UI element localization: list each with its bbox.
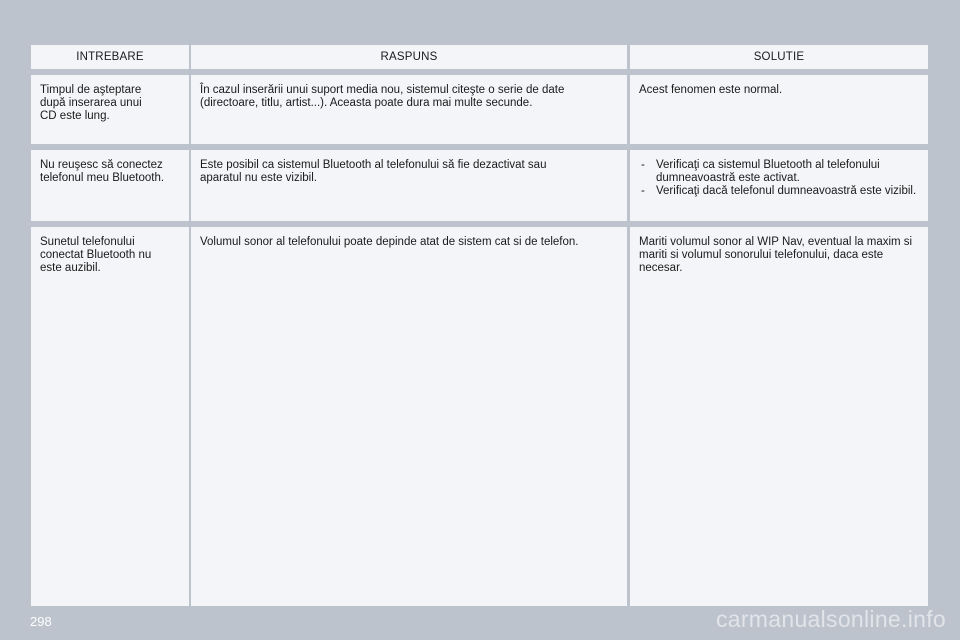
row-3-question: Sunetul telefonului conectat Bluetooth nu este auzibil. bbox=[31, 227, 189, 606]
row-2-question: Nu reuşesc să conectez telefonul meu Bluetooth. bbox=[31, 150, 189, 221]
row-1-solution: Acest fenomen este normal. bbox=[630, 75, 928, 144]
header-answer: RASPUNS bbox=[191, 45, 627, 69]
solution-item: - Verificaţi dacă telefonul dumneavoastră este vizibil. bbox=[639, 185, 919, 198]
header-question: INTREBARE bbox=[31, 45, 189, 69]
row-1-answer: În cazul inserării unui suport media nou, sistemul citeşte o serie de date (directoare, titlu, artist...). Aceasta poate dura mai multe secunde. bbox=[191, 75, 627, 144]
row-2-answer: Este posibil ca sistemul Bluetooth al telefonului să fie dezactivat sau aparatul nu este vizibil. bbox=[191, 150, 627, 221]
row-2-solution bbox=[630, 150, 928, 221]
row-3-solution: Mariti volumul sonor al WIP Nav, eventual la maxim si mariti si volumul sonorului telefonului, daca este necesar. bbox=[630, 227, 928, 606]
watermark: carmanualsonline.info bbox=[715, 606, 946, 632]
solution-item: - Verificaţi ca sistemul Bluetooth al telefonului dumneavoastră este activat. bbox=[639, 159, 919, 185]
row-3-answer: Volumul sonor al telefonului poate depinde atat de sistem cat si de telefon. bbox=[191, 227, 627, 606]
page-number: 298 bbox=[30, 614, 52, 629]
solution-list bbox=[639, 159, 919, 198]
header-solution: SOLUTIE bbox=[630, 45, 928, 69]
row-1-question: Timpul de aşteptare după inserarea unui CD este lung. bbox=[31, 75, 189, 144]
